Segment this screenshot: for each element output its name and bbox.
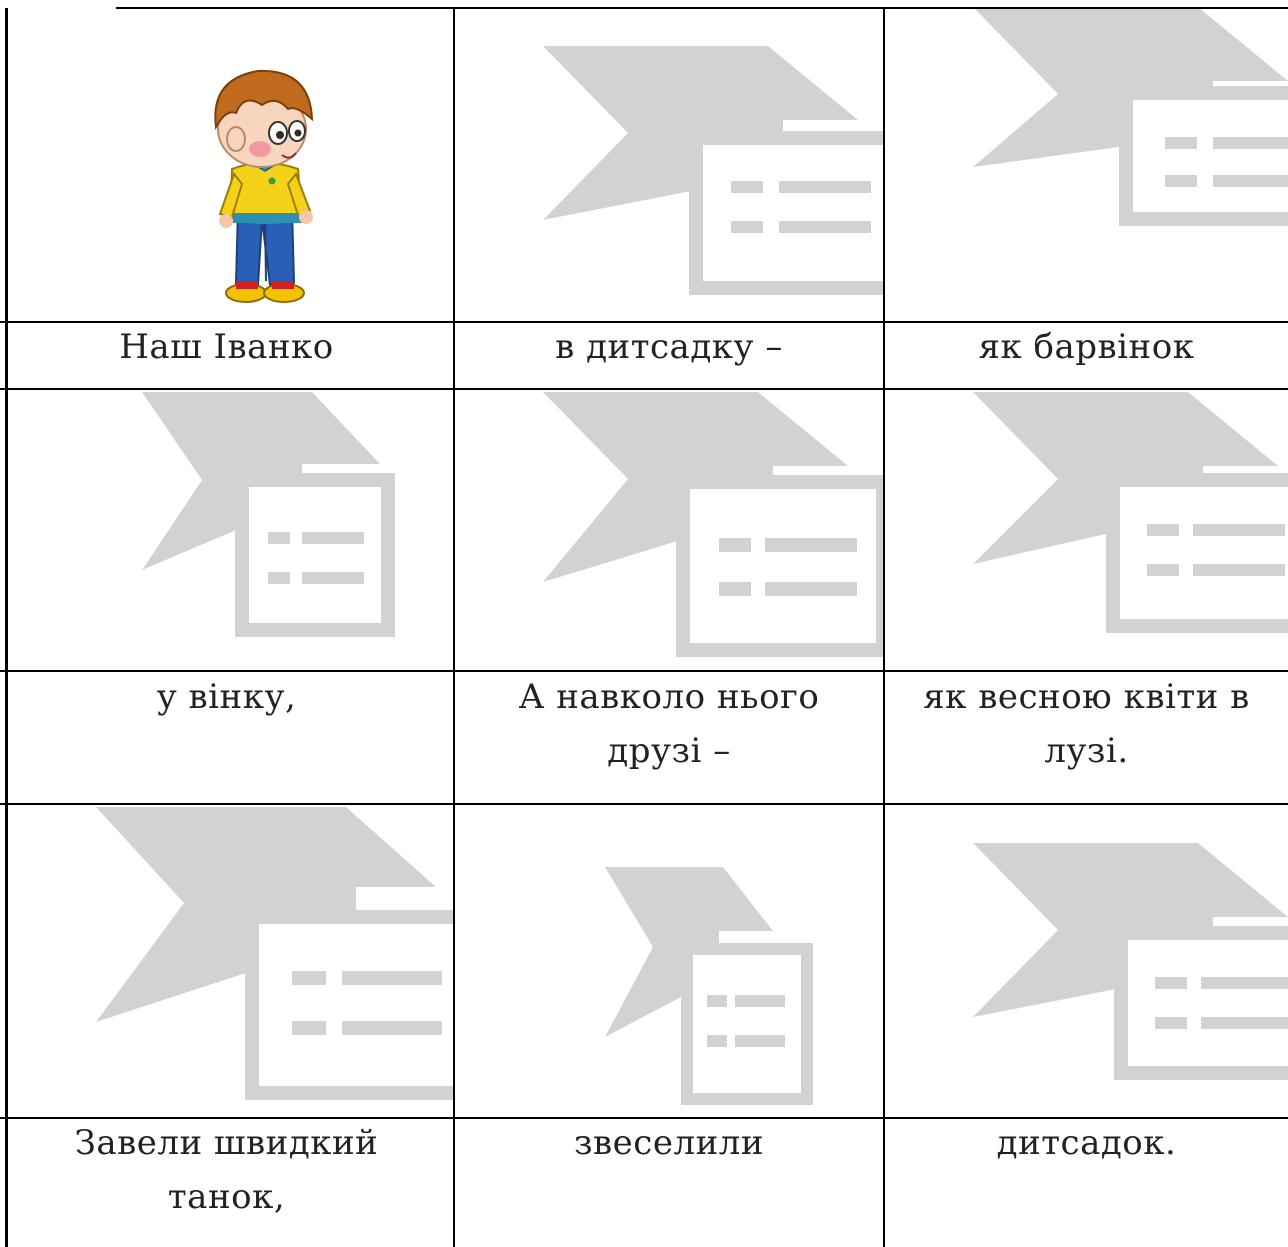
table-border-top xyxy=(116,7,1288,9)
picture-placeholder-icon xyxy=(0,805,453,1118)
caption-r1-c1: Наш Іванко xyxy=(119,327,334,367)
table-border-row xyxy=(0,803,1288,805)
caption-r3-c3 xyxy=(885,1116,1288,1170)
caption-line: танок, xyxy=(167,1177,286,1217)
image-cell-r2-c2 xyxy=(455,390,883,670)
caption-line: у вінку, xyxy=(156,677,297,717)
image-cell-r3-c2 xyxy=(455,805,883,1118)
image-cell-r1-c2 xyxy=(455,9,883,322)
caption-line: як весною квіти в xyxy=(923,677,1250,717)
caption-r2-c3 xyxy=(885,670,1288,778)
caption-line: звеселили xyxy=(574,1123,764,1163)
picture-placeholder-icon xyxy=(455,390,883,670)
image-cell-r1-c3 xyxy=(885,9,1288,322)
picture-placeholder-icon xyxy=(885,9,1288,322)
caption-r3-c2 xyxy=(455,1116,883,1170)
image-cell-r1-c1 xyxy=(0,9,453,322)
caption-line: лузі. xyxy=(1044,731,1129,771)
boy-illustration xyxy=(0,9,453,322)
caption-r2-c2 xyxy=(455,670,883,778)
caption-line: друзі – xyxy=(607,731,731,771)
image-cell-r3-c1 xyxy=(0,805,453,1118)
table-border-col xyxy=(453,8,455,1247)
table-border-col xyxy=(883,8,885,1247)
caption-line: дитсадок. xyxy=(996,1123,1177,1163)
caption-r3-c1 xyxy=(0,1116,453,1224)
picture-placeholder-icon xyxy=(885,805,1288,1118)
table-border-col xyxy=(5,8,8,1247)
image-cell-r2-c1 xyxy=(0,390,453,670)
picture-placeholder-icon xyxy=(455,805,883,1118)
table-border-row xyxy=(0,321,1288,323)
caption-r1-c2: в дитсадку – xyxy=(555,327,783,367)
picture-placeholder-icon xyxy=(455,9,883,322)
image-cell-r2-c3 xyxy=(885,390,1288,670)
table-border-row xyxy=(0,670,1288,672)
table-border-row xyxy=(0,1117,1288,1119)
caption-r1-c3: як барвінок xyxy=(978,327,1195,367)
image-cell-r3-c3 xyxy=(885,805,1288,1118)
caption-r2-c1 xyxy=(0,670,453,724)
caption-line: Завели швидкий xyxy=(74,1123,379,1163)
table-border-row xyxy=(0,388,1288,390)
picture-placeholder-icon xyxy=(885,390,1288,670)
caption-line: А навколо нього xyxy=(518,677,820,717)
picture-placeholder-icon xyxy=(0,390,453,670)
